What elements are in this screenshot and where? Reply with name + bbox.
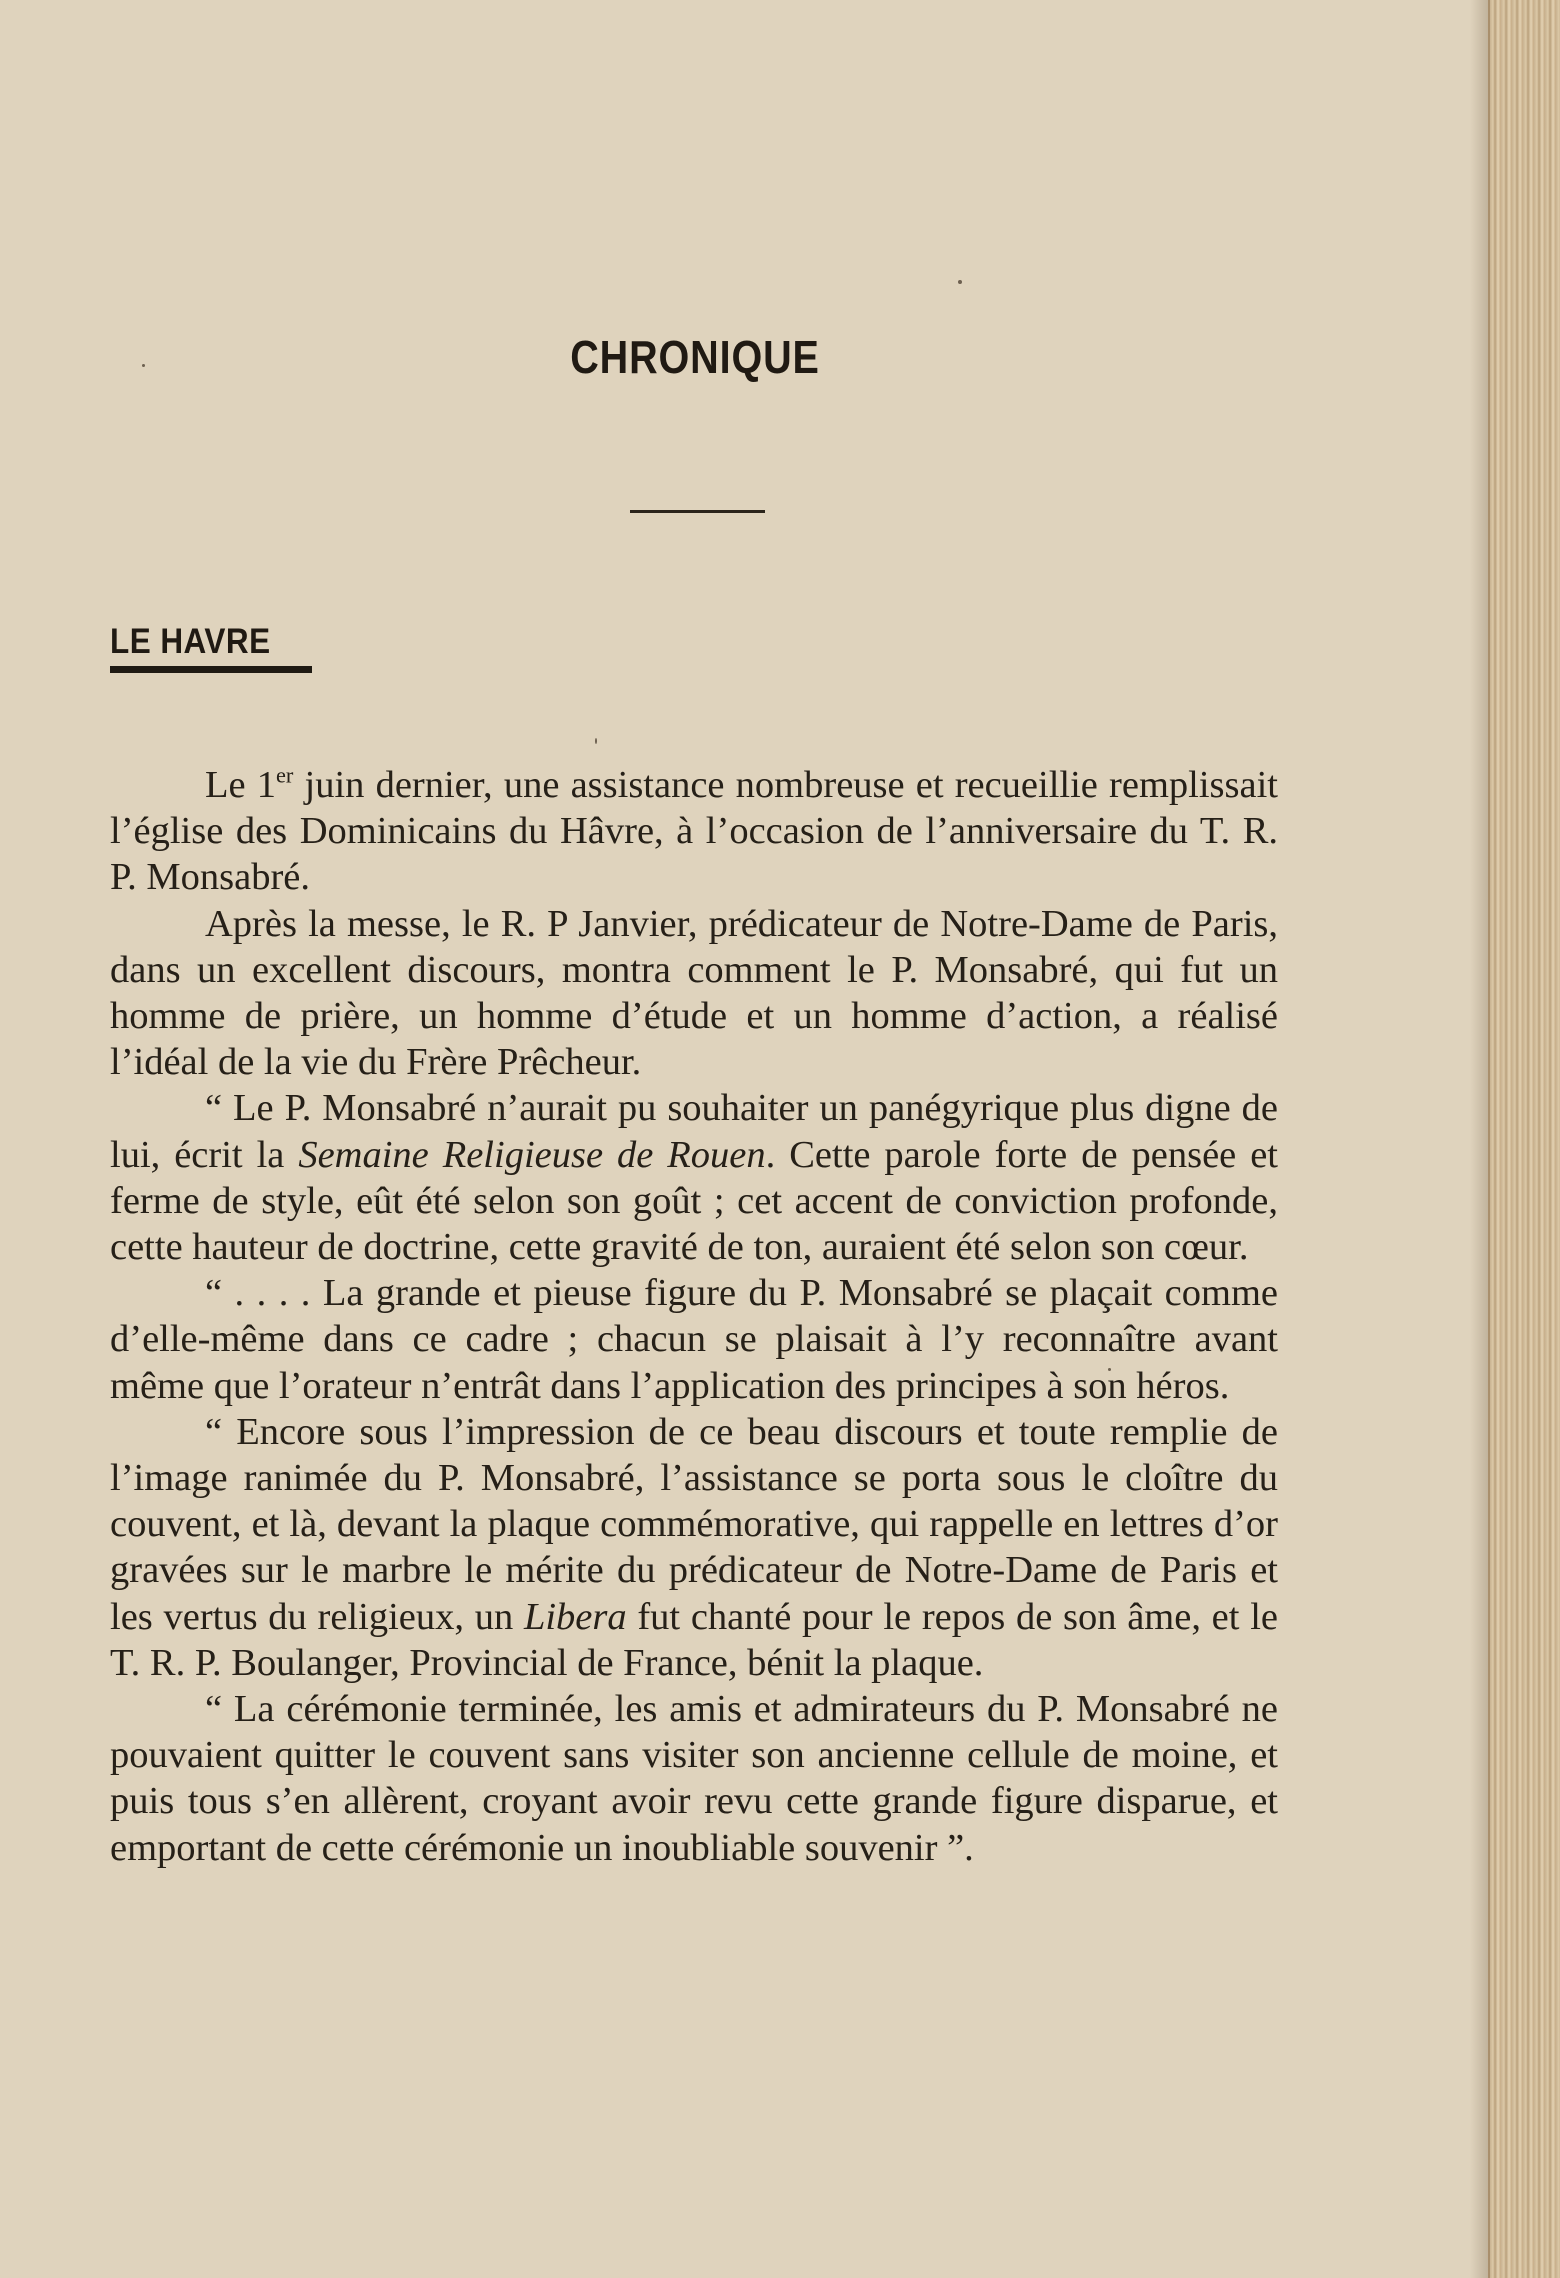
libera-italic: Libera	[523, 1595, 627, 1638]
paragraph-5-start: “ Encore sous l’impression de ce beau discours et toute remplie de l’image ranimée du P. Monsabré, l’assistance se porta sous le cloître du couvent, et là, devant la plaque commémorative, qui rappelle en lettres d’or gravées sur le marbre le mérite du prédicateur de Notre-Dame de Paris et les vertus du religieux, un	[110, 1410, 1278, 1638]
paragraph-6: “ La cérémonie terminée, les amis et admirateurs du P. Monsabré ne pouvaient quitter le couvent sans visiter son ancienne cellule de moine, et puis tous s’en allèrent, croyant avoir revu cette grande figure disparue, et emportant de cette cérémonie un inoubliable souvenir ”.	[110, 1688, 1278, 1869]
paragraph-5	[110, 1409, 1278, 1686]
paragraph-5-rest: fut chanté pour le repos de son âme, et le T. R. P. Boulanger, Provincial de France, bénit la plaque.	[110, 1595, 1278, 1684]
title-rule	[630, 510, 765, 513]
paragraph-1-start: Le 1	[205, 764, 277, 806]
paragraph-3-rest: . Cette parole forte de pensée et ferme de style, eût été selon son goût ; cet accent de conviction profonde, cette hauteur de doctrine, cette gravité de ton, auraient été selon son cœur.	[110, 1133, 1278, 1269]
paragraph-3	[110, 1085, 1278, 1270]
ordinal-superscript: er	[276, 762, 294, 788]
page-gutter-shadow	[1470, 0, 1490, 2278]
page-title: CHRONIQUE	[570, 331, 820, 383]
section-heading: LE HAVRE	[110, 622, 271, 661]
paper-speck	[958, 280, 962, 284]
publication-title: Semaine Religieuse de Rouen	[298, 1133, 766, 1176]
paragraph-1-rest: juin dernier, une assistance nombreuse et recueillie remplissait l’église des Dominicains du Hâvre, à l’occasion de l’anniversaire du T. R. P. Monsabré.	[110, 764, 1278, 899]
section-underline	[110, 666, 312, 673]
paragraph-3-start: “ Le P. Monsabré n’aurait pu souhaiter un panégyrique plus digne de lui, écrit la	[110, 1087, 1278, 1176]
article-body	[110, 762, 1278, 1871]
paragraph-4: “ . . . . La grande et pieuse figure du P. Monsabré se plaçait comme d’elle-même dans ce cadre ; chacun se plaisait à l’y reconnaître avant même que l’orateur n’entrât dans l’application des principes à son héros.	[110, 1272, 1278, 1407]
paper-speck	[595, 738, 597, 744]
page-edges	[1488, 0, 1560, 2278]
paragraph-1	[110, 762, 1278, 901]
paragraph-2: Après la messe, le R. P Janvier, prédicateur de Notre-Dame de Paris, dans un excellent discours, montra comment le P. Monsabré, qui fut un homme de prière, un homme d’étude et un homme d’action, a réalisé l’idéal de la vie du Frère Prêcheur.	[110, 902, 1278, 1084]
